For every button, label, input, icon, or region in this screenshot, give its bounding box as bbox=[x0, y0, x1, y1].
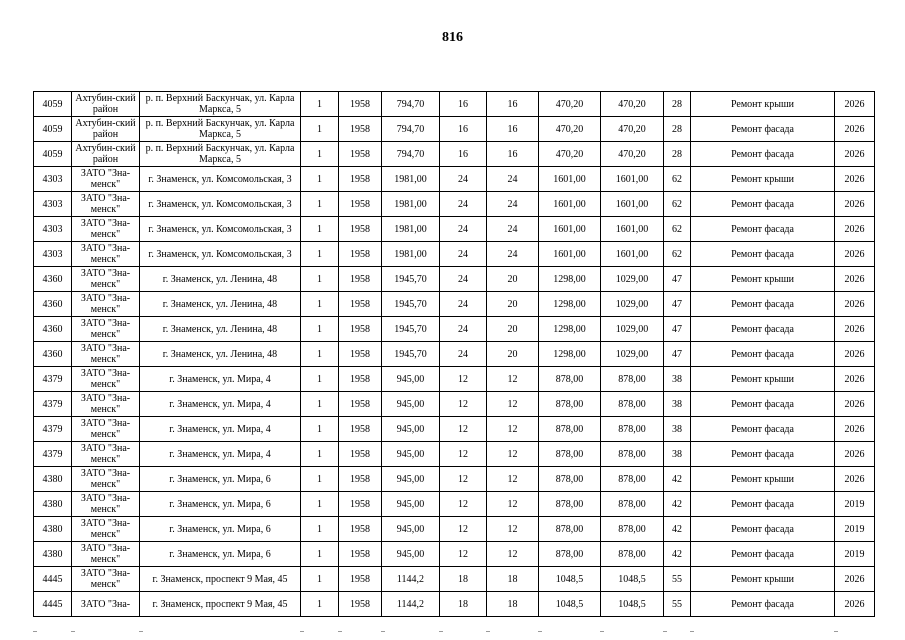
plan-year-cell: 2026 bbox=[835, 92, 875, 117]
build-year-cell: 1958 bbox=[339, 192, 382, 217]
col-4-cell: 1 bbox=[301, 517, 339, 542]
col-7-cell: 12 bbox=[440, 467, 487, 492]
col-7-cell: 24 bbox=[440, 342, 487, 367]
house-id-cell: 4379 bbox=[34, 367, 72, 392]
total-area-cell: 945,00 bbox=[382, 417, 440, 442]
col-9-cell: 878,00 bbox=[539, 367, 601, 392]
col-10-cell: 1048,5 bbox=[601, 567, 664, 592]
total-area-cell: 1144,2 bbox=[382, 592, 440, 617]
col-7-cell: 12 bbox=[440, 392, 487, 417]
col-9-cell: 878,00 bbox=[539, 417, 601, 442]
table-row bbox=[34, 417, 875, 442]
work-type-cell: Ремонт крыши bbox=[691, 92, 835, 117]
house-id-cell: 4380 bbox=[34, 517, 72, 542]
district-cell: Ахтубин-ский район bbox=[72, 92, 140, 117]
district-cell: ЗАТО "Зна-менск" bbox=[72, 417, 140, 442]
district-cell: ЗАТО "Зна-менск" bbox=[72, 192, 140, 217]
address-cell: г. Знаменск, проспект 9 Мая, 45 bbox=[140, 592, 301, 617]
house-id-cell: 4303 bbox=[34, 167, 72, 192]
col-4-cell: 1 bbox=[301, 217, 339, 242]
col-7-cell: 24 bbox=[440, 192, 487, 217]
col-8-cell: 20 bbox=[487, 292, 539, 317]
col-4-cell: 1 bbox=[301, 342, 339, 367]
col-9-cell: 878,00 bbox=[539, 392, 601, 417]
col-7-cell: 12 bbox=[440, 542, 487, 567]
col-7-cell: 12 bbox=[440, 492, 487, 517]
col-4-cell: 1 bbox=[301, 442, 339, 467]
total-area-cell: 945,00 bbox=[382, 542, 440, 567]
district-cell: ЗАТО "Зна-менск" bbox=[72, 442, 140, 467]
work-type-cell: Ремонт фасада bbox=[691, 442, 835, 467]
address-cell: г. Знаменск, ул. Мира, 6 bbox=[140, 542, 301, 567]
total-area-cell: 1981,00 bbox=[382, 242, 440, 267]
total-area-cell: 945,00 bbox=[382, 367, 440, 392]
col-10-cell: 1601,00 bbox=[601, 167, 664, 192]
district-cell: ЗАТО "Зна-менск" bbox=[72, 367, 140, 392]
total-area-cell: 1945,70 bbox=[382, 292, 440, 317]
col-11-cell: 28 bbox=[664, 92, 691, 117]
col-9-cell: 1601,00 bbox=[539, 167, 601, 192]
col-10-cell: 470,20 bbox=[601, 142, 664, 167]
work-type-cell: Ремонт фасада bbox=[691, 142, 835, 167]
house-id-cell: 4059 bbox=[34, 117, 72, 142]
total-area-cell: 945,00 bbox=[382, 442, 440, 467]
address-cell: г. Знаменск, ул. Мира, 6 bbox=[140, 517, 301, 542]
col-8-cell: 12 bbox=[487, 392, 539, 417]
address-cell: г. Знаменск, ул. Ленина, 48 bbox=[140, 317, 301, 342]
next-table-row-fragment bbox=[0, 628, 905, 640]
address-cell: г. Знаменск, ул. Комсомольская, 3 bbox=[140, 192, 301, 217]
col-4-cell: 1 bbox=[301, 567, 339, 592]
table-row bbox=[34, 492, 875, 517]
house-id-cell: 4360 bbox=[34, 342, 72, 367]
col-8-cell: 12 bbox=[487, 442, 539, 467]
table-row bbox=[34, 592, 875, 617]
col-10-cell: 878,00 bbox=[601, 392, 664, 417]
col-11-cell: 42 bbox=[664, 467, 691, 492]
col-8-cell: 12 bbox=[487, 417, 539, 442]
col-4-cell: 1 bbox=[301, 592, 339, 617]
col-11-cell: 47 bbox=[664, 292, 691, 317]
col-9-cell: 1298,00 bbox=[539, 317, 601, 342]
build-year-cell: 1958 bbox=[339, 92, 382, 117]
build-year-cell: 1958 bbox=[339, 392, 382, 417]
table-row bbox=[34, 392, 875, 417]
work-type-cell: Ремонт крыши bbox=[691, 167, 835, 192]
work-type-cell: Ремонт фасада bbox=[691, 342, 835, 367]
col-9-cell: 1601,00 bbox=[539, 217, 601, 242]
table-row bbox=[34, 567, 875, 592]
house-id-cell: 4059 bbox=[34, 142, 72, 167]
col-8-cell: 12 bbox=[487, 467, 539, 492]
build-year-cell: 1958 bbox=[339, 292, 382, 317]
address-cell: г. Знаменск, ул. Комсомольская, 3 bbox=[140, 242, 301, 267]
col-9-cell: 1601,00 bbox=[539, 192, 601, 217]
col-4-cell: 1 bbox=[301, 542, 339, 567]
col-4-cell: 1 bbox=[301, 467, 339, 492]
col-7-cell: 24 bbox=[440, 267, 487, 292]
district-cell: ЗАТО "Зна-менск" bbox=[72, 292, 140, 317]
district-cell: ЗАТО "Зна-менск" bbox=[72, 342, 140, 367]
plan-year-cell: 2026 bbox=[835, 142, 875, 167]
build-year-cell: 1958 bbox=[339, 417, 382, 442]
col-10-cell: 1601,00 bbox=[601, 217, 664, 242]
col-7-cell: 12 bbox=[440, 442, 487, 467]
table-row bbox=[34, 217, 875, 242]
build-year-cell: 1958 bbox=[339, 542, 382, 567]
table-row bbox=[34, 117, 875, 142]
total-area-cell: 794,70 bbox=[382, 92, 440, 117]
col-7-cell: 18 bbox=[440, 567, 487, 592]
col-4-cell: 1 bbox=[301, 242, 339, 267]
build-year-cell: 1958 bbox=[339, 317, 382, 342]
district-cell: Ахтубин-ский район bbox=[72, 117, 140, 142]
work-type-cell: Ремонт крыши bbox=[691, 467, 835, 492]
col-10-cell: 878,00 bbox=[601, 467, 664, 492]
work-type-cell: Ремонт фасада bbox=[691, 292, 835, 317]
col-4-cell: 1 bbox=[301, 167, 339, 192]
col-11-cell: 47 bbox=[664, 317, 691, 342]
build-year-cell: 1958 bbox=[339, 217, 382, 242]
table-row bbox=[34, 267, 875, 292]
col-10-cell: 1029,00 bbox=[601, 292, 664, 317]
col-9-cell: 878,00 bbox=[539, 467, 601, 492]
col-9-cell: 1298,00 bbox=[539, 292, 601, 317]
col-10-cell: 878,00 bbox=[601, 517, 664, 542]
col-4-cell: 1 bbox=[301, 267, 339, 292]
table-row bbox=[34, 542, 875, 567]
col-9-cell: 878,00 bbox=[539, 492, 601, 517]
col-4-cell: 1 bbox=[301, 417, 339, 442]
total-area-cell: 1144,2 bbox=[382, 567, 440, 592]
col-8-cell: 12 bbox=[487, 367, 539, 392]
district-cell: ЗАТО "Зна-менск" bbox=[72, 167, 140, 192]
work-type-cell: Ремонт фасада bbox=[691, 192, 835, 217]
build-year-cell: 1958 bbox=[339, 117, 382, 142]
work-type-cell: Ремонт фасада bbox=[691, 592, 835, 617]
table-body bbox=[34, 92, 875, 617]
plan-year-cell: 2026 bbox=[835, 292, 875, 317]
col-8-cell: 12 bbox=[487, 517, 539, 542]
col-10-cell: 470,20 bbox=[601, 117, 664, 142]
col-11-cell: 38 bbox=[664, 417, 691, 442]
house-id-cell: 4379 bbox=[34, 392, 72, 417]
col-9-cell: 1048,5 bbox=[539, 592, 601, 617]
col-8-cell: 24 bbox=[487, 217, 539, 242]
col-11-cell: 42 bbox=[664, 542, 691, 567]
plan-year-cell: 2026 bbox=[835, 367, 875, 392]
total-area-cell: 1981,00 bbox=[382, 167, 440, 192]
col-9-cell: 878,00 bbox=[539, 542, 601, 567]
house-id-cell: 4303 bbox=[34, 242, 72, 267]
plan-year-cell: 2026 bbox=[835, 167, 875, 192]
address-cell: г. Знаменск, ул. Мира, 6 bbox=[140, 492, 301, 517]
house-id-cell: 4303 bbox=[34, 217, 72, 242]
col-11-cell: 42 bbox=[664, 492, 691, 517]
col-10-cell: 878,00 bbox=[601, 492, 664, 517]
work-type-cell: Ремонт фасада bbox=[691, 417, 835, 442]
build-year-cell: 1958 bbox=[339, 442, 382, 467]
work-type-cell: Ремонт крыши bbox=[691, 267, 835, 292]
col-7-cell: 24 bbox=[440, 167, 487, 192]
col-9-cell: 878,00 bbox=[539, 442, 601, 467]
house-id-cell: 4380 bbox=[34, 467, 72, 492]
table-row bbox=[34, 242, 875, 267]
plan-year-cell: 2026 bbox=[835, 467, 875, 492]
district-cell: Ахтубин-ский район bbox=[72, 142, 140, 167]
col-7-cell: 24 bbox=[440, 317, 487, 342]
col-4-cell: 1 bbox=[301, 392, 339, 417]
house-id-cell: 4379 bbox=[34, 442, 72, 467]
col-4-cell: 1 bbox=[301, 367, 339, 392]
col-8-cell: 20 bbox=[487, 267, 539, 292]
district-cell: ЗАТО "Зна-менск" bbox=[72, 492, 140, 517]
work-type-cell: Ремонт крыши bbox=[691, 567, 835, 592]
plan-year-cell: 2026 bbox=[835, 217, 875, 242]
build-year-cell: 1958 bbox=[339, 167, 382, 192]
address-cell: г. Знаменск, ул. Мира, 4 bbox=[140, 417, 301, 442]
total-area-cell: 1981,00 bbox=[382, 192, 440, 217]
col-7-cell: 12 bbox=[440, 417, 487, 442]
col-11-cell: 62 bbox=[664, 167, 691, 192]
col-11-cell: 62 bbox=[664, 217, 691, 242]
address-cell: г. Знаменск, ул. Мира, 4 bbox=[140, 442, 301, 467]
col-9-cell: 1298,00 bbox=[539, 267, 601, 292]
col-11-cell: 47 bbox=[664, 342, 691, 367]
col-4-cell: 1 bbox=[301, 192, 339, 217]
col-4-cell: 1 bbox=[301, 92, 339, 117]
address-cell: г. Знаменск, ул. Ленина, 48 bbox=[140, 292, 301, 317]
col-8-cell: 18 bbox=[487, 592, 539, 617]
col-8-cell: 24 bbox=[487, 192, 539, 217]
work-type-cell: Ремонт крыши bbox=[691, 367, 835, 392]
build-year-cell: 1958 bbox=[339, 142, 382, 167]
col-8-cell: 20 bbox=[487, 317, 539, 342]
col-8-cell: 16 bbox=[487, 142, 539, 167]
col-8-cell: 12 bbox=[487, 542, 539, 567]
total-area-cell: 945,00 bbox=[382, 392, 440, 417]
total-area-cell: 1981,00 bbox=[382, 217, 440, 242]
build-year-cell: 1958 bbox=[339, 467, 382, 492]
work-type-cell: Ремонт фасада bbox=[691, 117, 835, 142]
col-8-cell: 24 bbox=[487, 242, 539, 267]
total-area-cell: 794,70 bbox=[382, 117, 440, 142]
district-cell: ЗАТО "Зна- bbox=[72, 592, 140, 617]
house-id-cell: 4303 bbox=[34, 192, 72, 217]
col-8-cell: 18 bbox=[487, 567, 539, 592]
table-row bbox=[34, 317, 875, 342]
col-10-cell: 1029,00 bbox=[601, 267, 664, 292]
plan-year-cell: 2026 bbox=[835, 192, 875, 217]
col-10-cell: 1601,00 bbox=[601, 192, 664, 217]
plan-year-cell: 2019 bbox=[835, 492, 875, 517]
page-number: 816 bbox=[442, 30, 463, 45]
house-id-cell: 4445 bbox=[34, 592, 72, 617]
district-cell: ЗАТО "Зна-менск" bbox=[72, 467, 140, 492]
plan-year-cell: 2026 bbox=[835, 592, 875, 617]
col-7-cell: 16 bbox=[440, 142, 487, 167]
work-type-cell: Ремонт фасада bbox=[691, 517, 835, 542]
district-cell: ЗАТО "Зна-менск" bbox=[72, 542, 140, 567]
district-cell: ЗАТО "Зна-менск" bbox=[72, 267, 140, 292]
address-cell: г. Знаменск, ул. Мира, 4 bbox=[140, 392, 301, 417]
work-type-cell: Ремонт фасада bbox=[691, 392, 835, 417]
table-row bbox=[34, 92, 875, 117]
table-row bbox=[34, 342, 875, 367]
house-id-cell: 4059 bbox=[34, 92, 72, 117]
col-7-cell: 16 bbox=[440, 117, 487, 142]
col-9-cell: 470,20 bbox=[539, 142, 601, 167]
col-10-cell: 1029,00 bbox=[601, 317, 664, 342]
plan-year-cell: 2019 bbox=[835, 517, 875, 542]
total-area-cell: 945,00 bbox=[382, 467, 440, 492]
total-area-cell: 945,00 bbox=[382, 517, 440, 542]
address-cell: г. Знаменск, ул. Комсомольская, 3 bbox=[140, 167, 301, 192]
house-id-cell: 4360 bbox=[34, 317, 72, 342]
col-9-cell: 470,20 bbox=[539, 117, 601, 142]
col-11-cell: 42 bbox=[664, 517, 691, 542]
total-area-cell: 1945,70 bbox=[382, 342, 440, 367]
table-row bbox=[34, 517, 875, 542]
plan-year-cell: 2026 bbox=[835, 417, 875, 442]
address-cell: г. Знаменск, ул. Мира, 6 bbox=[140, 467, 301, 492]
col-10-cell: 1029,00 bbox=[601, 342, 664, 367]
col-7-cell: 18 bbox=[440, 592, 487, 617]
address-cell: г. Знаменск, ул. Ленина, 48 bbox=[140, 267, 301, 292]
district-cell: ЗАТО "Зна-менск" bbox=[72, 567, 140, 592]
repair-schedule-table bbox=[33, 91, 875, 617]
col-4-cell: 1 bbox=[301, 292, 339, 317]
col-9-cell: 1601,00 bbox=[539, 242, 601, 267]
house-id-cell: 4445 bbox=[34, 567, 72, 592]
col-11-cell: 28 bbox=[664, 117, 691, 142]
address-cell: р. п. Верхний Баскунчак, ул. Карла Маркса, 5 bbox=[140, 117, 301, 142]
col-7-cell: 12 bbox=[440, 517, 487, 542]
col-11-cell: 38 bbox=[664, 442, 691, 467]
table-row bbox=[34, 467, 875, 492]
col-10-cell: 878,00 bbox=[601, 542, 664, 567]
plan-year-cell: 2026 bbox=[835, 567, 875, 592]
table-row bbox=[34, 142, 875, 167]
address-cell: р. п. Верхний Баскунчак, ул. Карла Маркса, 5 bbox=[140, 142, 301, 167]
col-8-cell: 24 bbox=[487, 167, 539, 192]
table-row bbox=[34, 442, 875, 467]
address-cell: г. Знаменск, проспект 9 Мая, 45 bbox=[140, 567, 301, 592]
col-8-cell: 16 bbox=[487, 92, 539, 117]
col-11-cell: 55 bbox=[664, 567, 691, 592]
build-year-cell: 1958 bbox=[339, 567, 382, 592]
build-year-cell: 1958 bbox=[339, 517, 382, 542]
col-4-cell: 1 bbox=[301, 492, 339, 517]
district-cell: ЗАТО "Зна-менск" bbox=[72, 242, 140, 267]
col-9-cell: 878,00 bbox=[539, 517, 601, 542]
total-area-cell: 1945,70 bbox=[382, 317, 440, 342]
col-7-cell: 24 bbox=[440, 292, 487, 317]
col-11-cell: 38 bbox=[664, 367, 691, 392]
house-id-cell: 4380 bbox=[34, 492, 72, 517]
build-year-cell: 1958 bbox=[339, 342, 382, 367]
address-cell: г. Знаменск, ул. Ленина, 48 bbox=[140, 342, 301, 367]
total-area-cell: 794,70 bbox=[382, 142, 440, 167]
address-cell: р. п. Верхний Баскунчак, ул. Карла Маркса, 5 bbox=[140, 92, 301, 117]
col-7-cell: 24 bbox=[440, 242, 487, 267]
table-row bbox=[34, 192, 875, 217]
col-11-cell: 62 bbox=[664, 192, 691, 217]
build-year-cell: 1958 bbox=[339, 267, 382, 292]
plan-year-cell: 2026 bbox=[835, 117, 875, 142]
build-year-cell: 1958 bbox=[339, 242, 382, 267]
district-cell: ЗАТО "Зна-менск" bbox=[72, 392, 140, 417]
house-id-cell: 4360 bbox=[34, 267, 72, 292]
build-year-cell: 1958 bbox=[339, 592, 382, 617]
work-type-cell: Ремонт фасада bbox=[691, 242, 835, 267]
col-8-cell: 20 bbox=[487, 342, 539, 367]
col-9-cell: 470,20 bbox=[539, 92, 601, 117]
col-7-cell: 24 bbox=[440, 217, 487, 242]
col-7-cell: 12 bbox=[440, 367, 487, 392]
build-year-cell: 1958 bbox=[339, 367, 382, 392]
col-10-cell: 1601,00 bbox=[601, 242, 664, 267]
address-cell: г. Знаменск, ул. Мира, 4 bbox=[140, 367, 301, 392]
address-cell: г. Знаменск, ул. Комсомольская, 3 bbox=[140, 217, 301, 242]
work-type-cell: Ремонт фасада bbox=[691, 542, 835, 567]
col-10-cell: 1048,5 bbox=[601, 592, 664, 617]
house-id-cell: 4379 bbox=[34, 417, 72, 442]
col-7-cell: 16 bbox=[440, 92, 487, 117]
district-cell: ЗАТО "Зна-менск" bbox=[72, 317, 140, 342]
col-4-cell: 1 bbox=[301, 317, 339, 342]
table-row bbox=[34, 367, 875, 392]
work-type-cell: Ремонт фасада bbox=[691, 317, 835, 342]
col-4-cell: 1 bbox=[301, 142, 339, 167]
col-9-cell: 1298,00 bbox=[539, 342, 601, 367]
district-cell: ЗАТО "Зна-менск" bbox=[72, 517, 140, 542]
total-area-cell: 1945,70 bbox=[382, 267, 440, 292]
house-id-cell: 4360 bbox=[34, 292, 72, 317]
total-area-cell: 945,00 bbox=[382, 492, 440, 517]
col-11-cell: 62 bbox=[664, 242, 691, 267]
plan-year-cell: 2026 bbox=[835, 342, 875, 367]
plan-year-cell: 2026 bbox=[835, 317, 875, 342]
col-11-cell: 55 bbox=[664, 592, 691, 617]
work-type-cell: Ремонт фасада bbox=[691, 217, 835, 242]
house-id-cell: 4380 bbox=[34, 542, 72, 567]
work-type-cell: Ремонт фасада bbox=[691, 492, 835, 517]
plan-year-cell: 2026 bbox=[835, 242, 875, 267]
col-10-cell: 878,00 bbox=[601, 367, 664, 392]
plan-year-cell: 2019 bbox=[835, 542, 875, 567]
col-8-cell: 16 bbox=[487, 117, 539, 142]
plan-year-cell: 2026 bbox=[835, 442, 875, 467]
col-11-cell: 28 bbox=[664, 142, 691, 167]
col-10-cell: 878,00 bbox=[601, 417, 664, 442]
col-8-cell: 12 bbox=[487, 492, 539, 517]
col-4-cell: 1 bbox=[301, 117, 339, 142]
plan-year-cell: 2026 bbox=[835, 392, 875, 417]
col-11-cell: 38 bbox=[664, 392, 691, 417]
col-9-cell: 1048,5 bbox=[539, 567, 601, 592]
col-10-cell: 878,00 bbox=[601, 442, 664, 467]
table-row bbox=[34, 167, 875, 192]
col-11-cell: 47 bbox=[664, 267, 691, 292]
col-10-cell: 470,20 bbox=[601, 92, 664, 117]
district-cell: ЗАТО "Зна-менск" bbox=[72, 217, 140, 242]
table-row bbox=[34, 292, 875, 317]
plan-year-cell: 2026 bbox=[835, 267, 875, 292]
build-year-cell: 1958 bbox=[339, 492, 382, 517]
